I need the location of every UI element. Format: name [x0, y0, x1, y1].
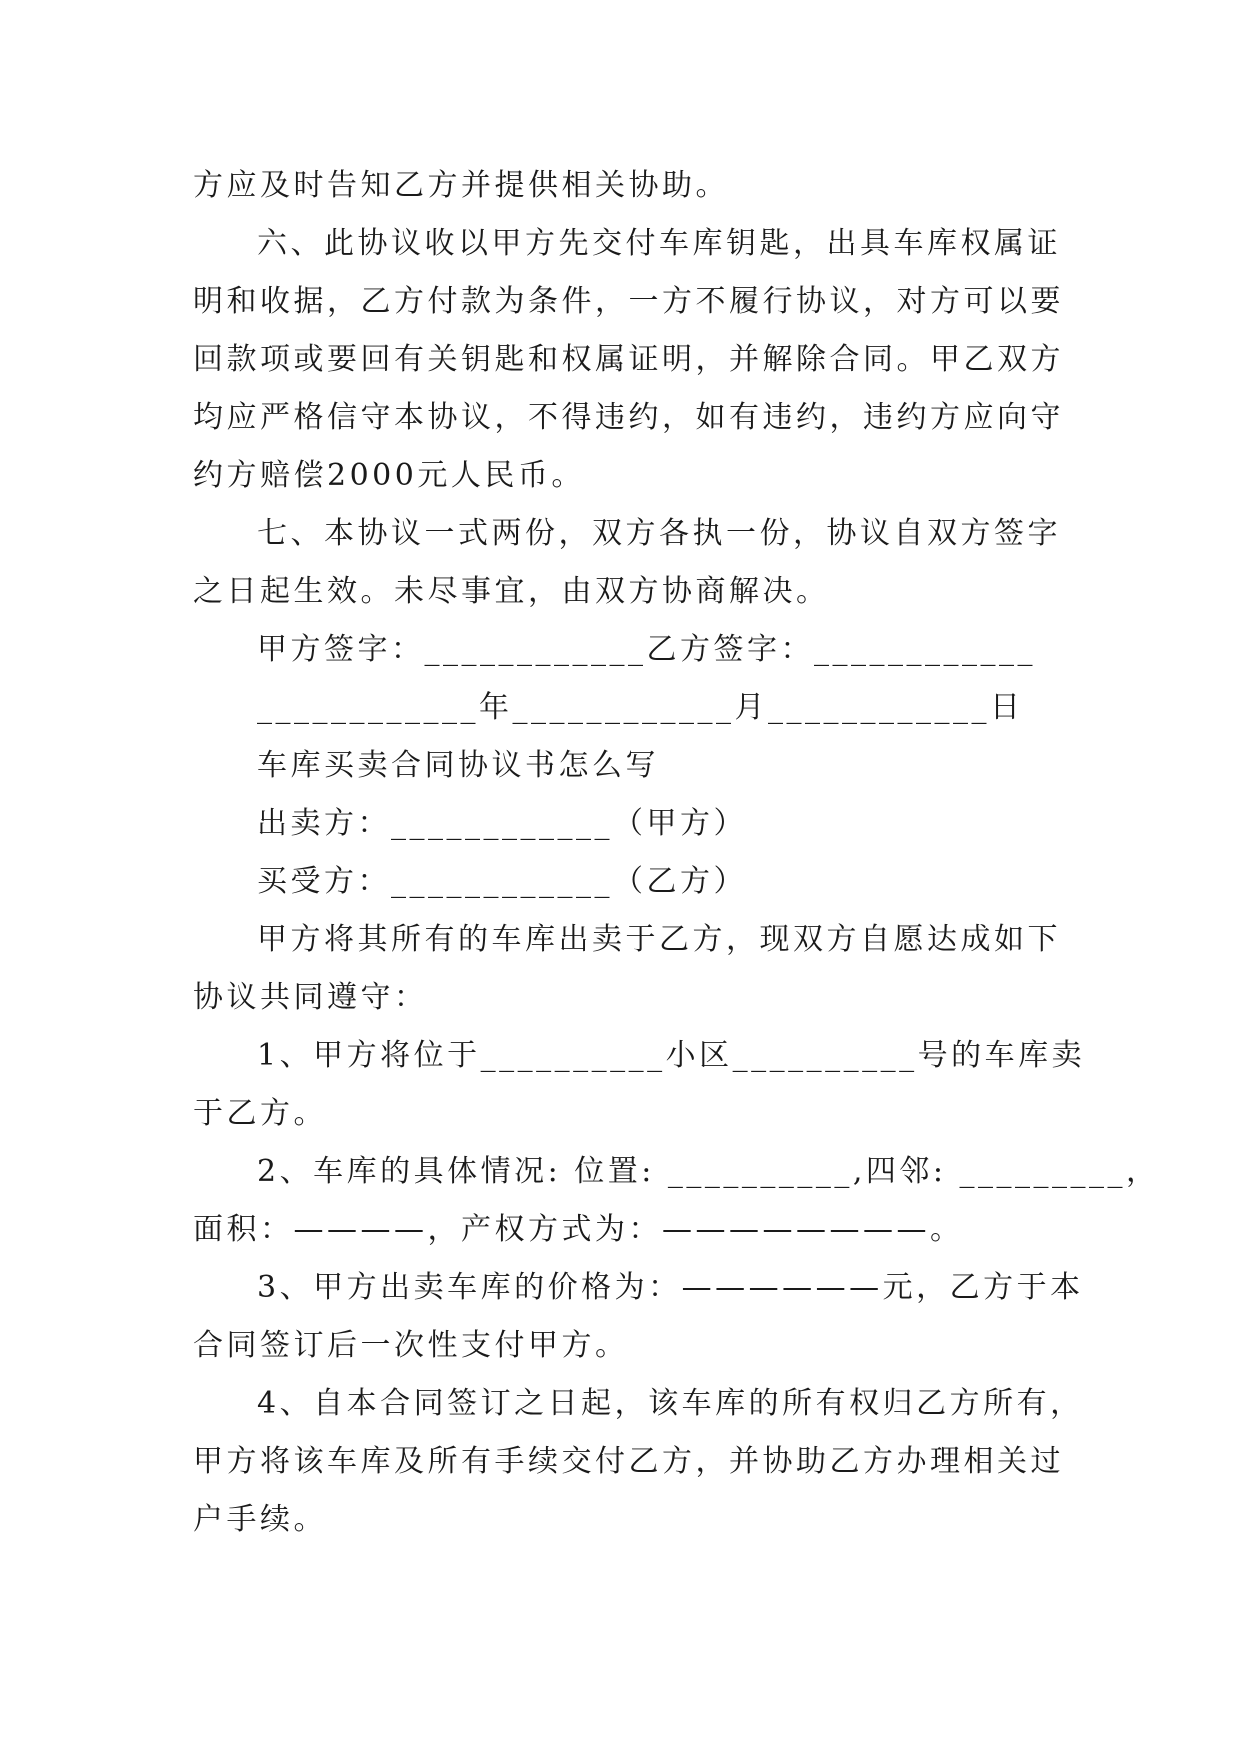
- document-line: 3、甲方出卖车库的价格为：——————元，乙方于本: [257, 1270, 1084, 1305]
- document-line: ____________年____________月____________日: [257, 690, 1024, 725]
- document-line: 于乙方。: [193, 1096, 327, 1131]
- document-line: 甲方签字：____________乙方签字：____________: [257, 632, 1036, 667]
- document-line: 甲方将该车库及所有手续交付乙方，并协助乙方办理相关过: [193, 1444, 1064, 1479]
- document-line: 出卖方：____________（甲方）: [257, 806, 747, 841]
- document-line: 约方赔偿2000元人民币。: [193, 458, 585, 493]
- document-line: 买受方：____________（乙方）: [257, 864, 747, 899]
- document-line: 甲方将其所有的车库出卖于乙方，现双方自愿达成如下: [257, 922, 1061, 957]
- document-line: 面积：————，产权方式为：————————。: [193, 1212, 964, 1247]
- document-body: [193, 157, 1160, 1549]
- document-line: 方应及时告知乙方并提供相关协助。: [193, 168, 729, 203]
- document-line: 2、车库的具体情况: 位置: __________,四邻: _________，: [257, 1154, 1160, 1189]
- document-line: 七、本协议一式两份，双方各执一份，协议自双方签字: [257, 516, 1061, 551]
- document-line: 1、甲方将位于__________小区__________号的车库卖: [257, 1038, 1086, 1073]
- document-line: 明和收据，乙方付款为条件，一方不履行协议，对方可以要: [193, 284, 1064, 319]
- document-line: 合同签订后一次性支付甲方。: [193, 1328, 629, 1363]
- document-line: 户手续。: [193, 1502, 327, 1537]
- document-line: 回款项或要回有关钥匙和权属证明，并解除合同。甲乙双方: [193, 342, 1064, 377]
- document-line: 均应严格信守本协议，不得违约，如有违约，违约方应向守: [193, 400, 1064, 435]
- document-line: 4、自本合同签订之日起，该车库的所有权归乙方所有，: [257, 1386, 1084, 1421]
- document-line: 车库买卖合同协议书怎么写: [257, 748, 659, 783]
- document-line: 协议共同遵守：: [193, 980, 428, 1015]
- document-line: 之日起生效。未尽事宜，由双方协商解决。: [193, 574, 830, 609]
- document-line: 六、此协议收以甲方先交付车库钥匙，出具车库权属证: [257, 226, 1061, 261]
